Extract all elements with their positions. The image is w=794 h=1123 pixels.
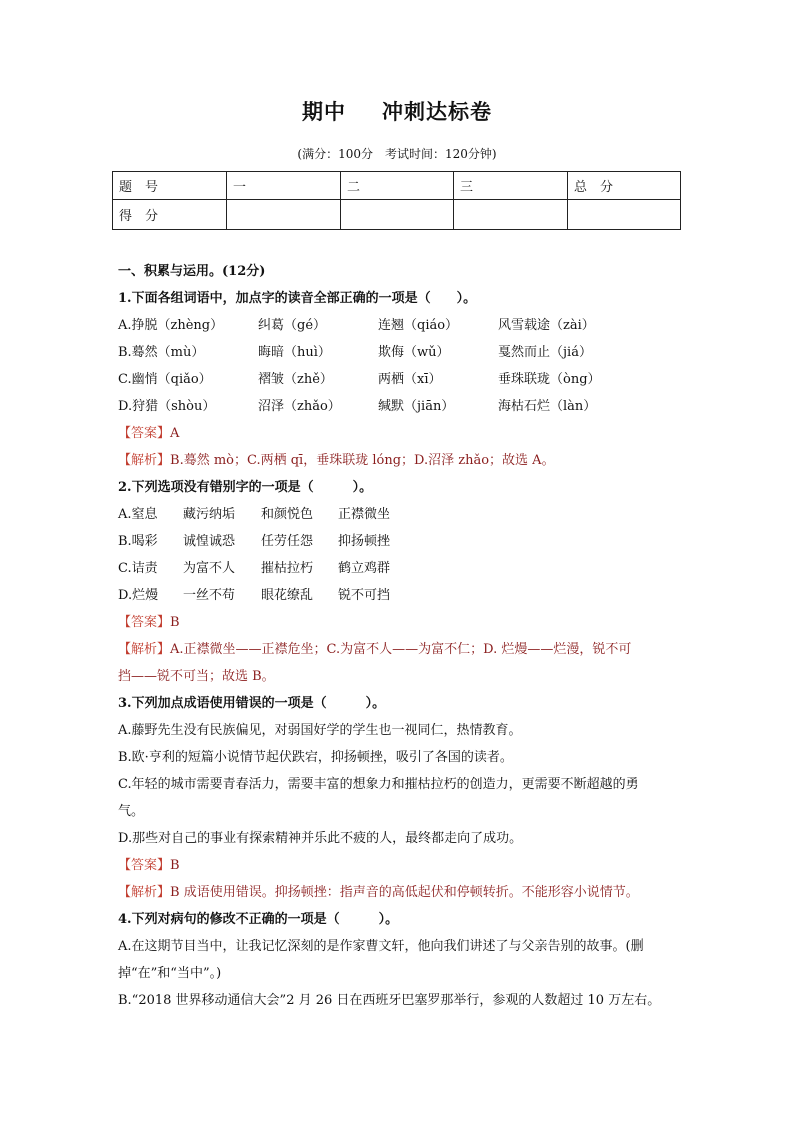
- option-word: 为富不人: [183, 561, 236, 576]
- section-heading: 一、积累与运用。(12分): [118, 264, 266, 279]
- question-4-option-b: B.“2018 世界移动通信大会”2 月 26 日在西班牙巴塞罗那举行，参观的人数超过 10 万左右。: [118, 993, 661, 1008]
- option-word: B.喝彩: [118, 534, 158, 549]
- option-word: 晦暗（huì）: [258, 345, 331, 360]
- option-word: 诚惶诚恐: [183, 534, 236, 549]
- option-word: A.窒息: [118, 507, 158, 522]
- option-word: 一丝不苟: [183, 588, 236, 603]
- option-word: 眼花缭乱: [261, 588, 314, 603]
- option-word: 摧枯拉朽: [261, 561, 314, 576]
- option-word: 风雪载途（zài）: [498, 318, 595, 333]
- score-cell-1[interactable]: [227, 200, 341, 230]
- option-word: 连翘（qiáo）: [378, 318, 459, 333]
- title-part-a: 期中: [302, 99, 346, 124]
- question-3-analysis: [118, 879, 688, 906]
- option-word: 和颜悦色: [261, 507, 314, 522]
- exam-content: [118, 258, 688, 1014]
- title-part-b: 冲刺达标卷: [382, 99, 492, 124]
- score-cell-2[interactable]: [341, 200, 454, 230]
- question-4-option-a-cont: 掉“在”和“当中”。): [118, 966, 222, 981]
- option-word: 任劳任怨: [261, 534, 314, 549]
- option-word: 抑扬顿挫: [338, 534, 391, 549]
- page-title: [0, 96, 794, 126]
- question-1-stem: 1.下面各组词语中，加点字的读音全部正确的一项是（ ）。: [118, 291, 477, 306]
- option-word: 纠葛（gé）: [258, 318, 327, 333]
- header-cell-1: 一: [227, 172, 341, 200]
- option-word: 鹤立鸡群: [338, 561, 391, 576]
- option-word: C.幽悄（qiǎo）: [118, 372, 212, 387]
- answer-value: B: [170, 858, 180, 873]
- question-2-option-d: [118, 582, 688, 609]
- score-table-header-row: [113, 172, 681, 200]
- option-word: A.挣脱（zhèng）: [118, 318, 224, 333]
- option-word: B.蓦然（mù）: [118, 345, 205, 360]
- option-word: 沼泽（zhǎo）: [258, 399, 341, 414]
- question-3-answer: [118, 852, 688, 879]
- score-table: [112, 171, 681, 230]
- question-1-answer: [118, 420, 688, 447]
- question-3-option-c-cont: 气。: [118, 804, 145, 819]
- analysis-text: B 成语使用错误。抑扬顿挫：指声音的高低起伏和停顿转折。不能形容小说情节。: [170, 885, 639, 900]
- question-2-option-b: [118, 528, 688, 555]
- score-row-label: 得 分: [113, 200, 227, 230]
- score-cell-3[interactable]: [454, 200, 568, 230]
- exam-info: (满分：100分 考试时间：120分钟): [297, 147, 497, 161]
- option-word: 两栖（xī）: [378, 372, 442, 387]
- question-2-analysis-cont: 挡——锐不可当；故选 B。: [118, 669, 275, 684]
- option-word: 藏污纳垢: [183, 507, 236, 522]
- score-table-score-row: [113, 200, 681, 230]
- option-word: 缄默（jiān）: [378, 399, 455, 414]
- question-2-option-c: [118, 555, 688, 582]
- question-1-option-d: [118, 393, 688, 420]
- question-2-stem: 2.下列选项没有错别字的一项是（ ）。: [118, 480, 373, 495]
- question-4-option-a: A.在这期节目当中，让我记忆深刻的是作家曹文轩，他向我们讲述了与父亲告别的故事。(删: [118, 939, 644, 954]
- question-2-answer: [118, 609, 688, 636]
- analysis-text: B.蓦然 mò；C.两栖 qī，垂珠联珑 lóng；D.沼泽 zhǎo；故选 A。: [170, 453, 555, 468]
- header-cell-3: 三: [454, 172, 568, 200]
- header-cell-number: 题 号: [113, 172, 227, 200]
- option-word: 垂珠联珑（òng）: [498, 372, 601, 387]
- answer-tag: 【答案】: [118, 858, 171, 873]
- question-1-option-c: [118, 366, 688, 393]
- question-1-analysis: [118, 447, 688, 474]
- analysis-text: A.正襟微坐——正襟危坐；C.为富不人——为富不仁；D. 烂熳——烂漫，锐不可: [170, 642, 632, 657]
- answer-tag: 【答案】: [118, 615, 171, 630]
- option-word: 褶皱（zhě）: [258, 372, 333, 387]
- question-1-option-b: [118, 339, 688, 366]
- analysis-tag: 【解析】: [118, 642, 171, 657]
- question-3-stem: 3.下列加点成语使用错误的一项是（ ）。: [118, 696, 386, 711]
- option-word: C.诘责: [118, 561, 158, 576]
- question-1-option-a: [118, 312, 688, 339]
- option-word: D.烂熳: [118, 588, 159, 603]
- answer-value: B: [170, 615, 180, 630]
- analysis-tag: 【解析】: [118, 885, 171, 900]
- header-cell-total: 总 分: [568, 172, 681, 200]
- header-cell-2: 二: [341, 172, 454, 200]
- option-word: 锐不可挡: [338, 588, 391, 603]
- option-word: 正襟微坐: [338, 507, 391, 522]
- answer-tag: 【答案】: [118, 426, 171, 441]
- option-word: D.狩猎（shòu）: [118, 399, 216, 414]
- analysis-tag: 【解析】: [118, 453, 171, 468]
- question-4-stem: 4.下列对病句的修改不正确的一项是（ ）。: [118, 912, 399, 927]
- option-word: 海枯石烂（làn）: [498, 399, 597, 414]
- question-3-option-c: C.年轻的城市需要青春活力，需要丰富的想象力和摧枯拉朽的创造力，更需要不断超越的勇: [118, 777, 639, 792]
- question-3-option-d: D.那些对自己的事业有探索精神并乐此不疲的人，最终都走向了成功。: [118, 831, 523, 846]
- question-2-option-a: [118, 501, 688, 528]
- question-3-option-b: B.欧·亨利的短篇小说情节起伏跌宕，抑扬顿挫，吸引了各国的读者。: [118, 750, 513, 765]
- question-2-analysis: [118, 636, 688, 663]
- answer-value: A: [170, 426, 180, 441]
- question-3-option-a: A.藤野先生没有民族偏见，对弱国好学的学生也一视同仁，热情教育。: [118, 723, 522, 738]
- option-word: 欺侮（wǔ）: [378, 345, 450, 360]
- option-word: 戛然而止（jiá）: [498, 345, 592, 360]
- score-cell-total[interactable]: [568, 200, 681, 230]
